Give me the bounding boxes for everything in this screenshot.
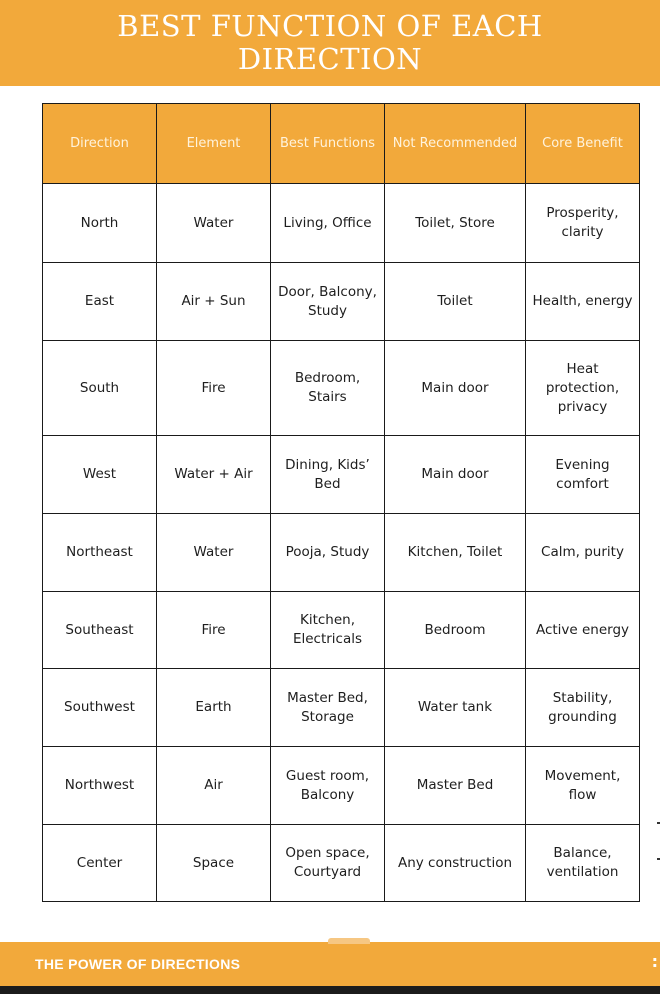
bottom-bar: [0, 986, 660, 994]
cell-element: Fire: [157, 592, 271, 669]
cell-best-functions: Bedroom, Stairs: [271, 341, 385, 436]
cell-best-functions: Dining, Kids’ Bed: [271, 436, 385, 514]
page-title: BEST FUNCTION OF EACH DIRECTION: [117, 9, 543, 76]
column-header-element: Element: [157, 104, 271, 184]
table-row: [43, 669, 640, 747]
cell-direction: Southwest: [43, 669, 157, 747]
table-row: [43, 592, 640, 669]
table-row: [43, 825, 640, 902]
table-row: [43, 747, 640, 825]
table-row: [43, 263, 640, 341]
cell-best-functions: Open space, Courtyard: [271, 825, 385, 902]
cell-core-benefit: Movement, flow: [526, 747, 640, 825]
cell-direction: South: [43, 341, 157, 436]
cell-core-benefit: Prosperity, clarity: [526, 184, 640, 263]
cell-core-benefit: Calm, purity: [526, 514, 640, 592]
page-footer: [0, 942, 660, 986]
cell-not-recommended: Any construction: [385, 825, 526, 902]
footer-tab-decoration: [328, 938, 370, 944]
cell-element: Water: [157, 184, 271, 263]
cell-best-functions: Guest room, Balcony: [271, 747, 385, 825]
cell-direction: Northeast: [43, 514, 157, 592]
cell-not-recommended: Toilet: [385, 263, 526, 341]
cell-element: Space: [157, 825, 271, 902]
column-header-core-benefit: Core Benefit: [526, 104, 640, 184]
cell-direction: East: [43, 263, 157, 341]
column-header-not-recommended: Not Recommended: [385, 104, 526, 184]
cell-element: Water: [157, 514, 271, 592]
cell-core-benefit: Balance, ventilation: [526, 825, 640, 902]
cell-not-recommended: Toilet, Store: [385, 184, 526, 263]
cell-element: Fire: [157, 341, 271, 436]
cell-not-recommended: Bedroom: [385, 592, 526, 669]
cell-not-recommended: Main door: [385, 341, 526, 436]
cell-best-functions: Door, Balcony, Study: [271, 263, 385, 341]
table-row: [43, 341, 640, 436]
cell-direction: North: [43, 184, 157, 263]
footer-edge-glyph: :: [651, 952, 658, 971]
cell-best-functions: Kitchen, Electricals: [271, 592, 385, 669]
cell-best-functions: Pooja, Study: [271, 514, 385, 592]
cell-element: Water + Air: [157, 436, 271, 514]
cell-core-benefit: Active energy: [526, 592, 640, 669]
page-header: [0, 0, 660, 86]
cell-direction: Center: [43, 825, 157, 902]
direction-function-table: [42, 103, 640, 902]
table-row: [43, 184, 640, 263]
cell-core-benefit: Stability, grounding: [526, 669, 640, 747]
cell-element: Earth: [157, 669, 271, 747]
cell-best-functions: Master Bed, Storage: [271, 669, 385, 747]
cell-core-benefit: Health, energy: [526, 263, 640, 341]
table-row: [43, 436, 640, 514]
footer-label: THE POWER OF DIRECTIONS: [35, 956, 241, 972]
cell-direction: Southeast: [43, 592, 157, 669]
cell-not-recommended: Master Bed: [385, 747, 526, 825]
cell-best-functions: Living, Office: [271, 184, 385, 263]
cell-not-recommended: Main door: [385, 436, 526, 514]
cell-element: Air + Sun: [157, 263, 271, 341]
cell-not-recommended: Water tank: [385, 669, 526, 747]
cell-element: Air: [157, 747, 271, 825]
cell-core-benefit: Heat protection, privacy: [526, 341, 640, 436]
cell-direction: Northwest: [43, 747, 157, 825]
cell-direction: West: [43, 436, 157, 514]
column-header-best-functions: Best Functions: [271, 104, 385, 184]
table-row: [43, 514, 640, 592]
cell-not-recommended: Kitchen, Toilet: [385, 514, 526, 592]
table-header-row: [43, 104, 640, 184]
cell-core-benefit: Evening comfort: [526, 436, 640, 514]
column-header-direction: Direction: [43, 104, 157, 184]
